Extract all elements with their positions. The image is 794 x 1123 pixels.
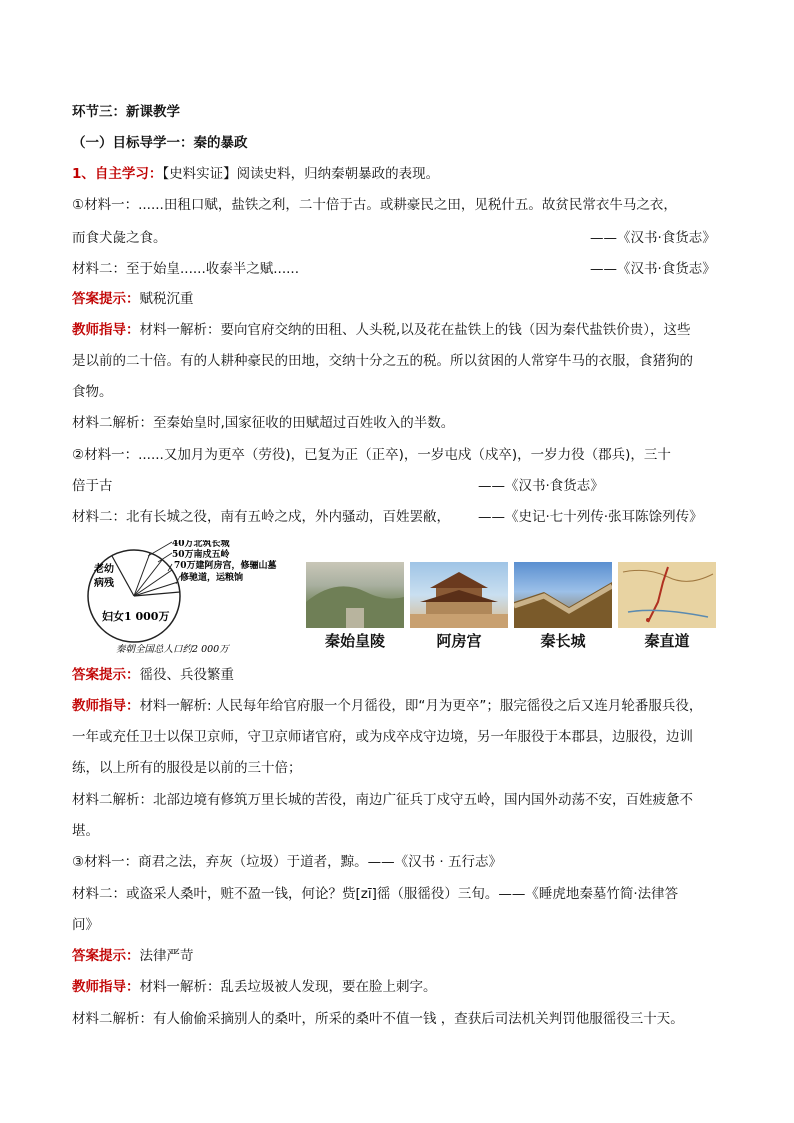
g3-guide-label: 教师指导： — [72, 979, 140, 995]
pie-slice-label-2: 50万南戍五岭 — [172, 550, 230, 560]
g2-guide2-line1: 材料二解析：北部边境有修筑万里长城的苦役，南边广征兵丁戍守五岭，国内国外动荡不安，百姓疲惫不 — [72, 792, 693, 808]
g3-material1-line: ③材料一：商君之法，弃灰（垃圾）于道者，黥。——《汉书 · 五行志》 — [72, 854, 502, 870]
pie-label-elderly: 老幼 — [94, 564, 114, 575]
sub-title: （一）目标导学一：秦的暴政 — [72, 135, 248, 151]
g2-guide-label: 教师指导： — [72, 698, 140, 714]
caption-epang-palace: 阿房宫 — [436, 632, 482, 650]
g3-guide-text1: 材料一解析：乱丢垃圾被人发现，要在脸上刺字。 — [139, 979, 437, 995]
caption-qin-straight-road: 秦直道 — [644, 632, 690, 650]
g1-guide-text1: 材料一解析：要向官府交纳的田租、人头税,以及花在盐铁上的钱（因为秦代盐铁价贵），这些 — [139, 322, 691, 338]
task-line — [72, 165, 439, 183]
g3-answer-text: 法律严苛 — [139, 948, 194, 964]
g1-material2-source: ——《汉书·食货志》 — [590, 261, 716, 277]
task-text: 【史料实证】阅读史料，归纳秦朝暴政的表现。 — [162, 166, 440, 182]
g2-material1-line1: ②材料一：......又加月为更卒（劳役)，已复为正（正卒)，一岁屯戍（戍卒)，一岁力役（郡兵)，三十 — [72, 447, 671, 463]
g1-guide-line2: 是以前的二十倍。有的人耕种豪民的田地，交纳十分之五的税。所以贫困的人常穿牛马的衣服，食猪狗的 — [72, 353, 693, 369]
g1-answer-text: 赋税沉重 — [139, 291, 194, 307]
pie-slice-label-3: 70万建阿房宫，修骊山墓 — [174, 561, 277, 571]
g3-material2-line1: 材料二：或盗采人桑叶，赃不盈一钱，何论？赀[zī]徭（服徭役）三旬。——《睡虎地秦墓竹简·法律答 — [72, 886, 679, 902]
pie-slice-label-4: 修驰道，运粮饷 — [180, 573, 244, 583]
g2-guide-line3: 练，以上所有的服役是以前的三十倍； — [72, 760, 302, 776]
g2-material2-source: ——《史记·七十列传·张耳陈馀列传》 — [478, 509, 703, 525]
g1-answer — [72, 290, 194, 308]
g3-answer-label: 答案提示： — [72, 948, 140, 964]
task-number: 1、自主学习： — [72, 166, 163, 182]
g3-answer — [72, 947, 194, 965]
pie-slice-label-1: 40万北筑长城 — [172, 540, 230, 549]
g2-answer-text: 徭役、兵役繁重 — [139, 667, 234, 683]
population-pie-chart — [72, 540, 302, 658]
g3-guide2: 材料二解析：有人偷偷采摘别人的桑叶，所采的桑叶不值一钱 ，查获后司法机关判罚他服徭役三十天。 — [72, 1011, 684, 1027]
pie-label-sick: 病残 — [94, 578, 114, 589]
pie-label-women: 妇女1 000万 — [102, 610, 170, 623]
figure-row — [72, 540, 722, 658]
g2-material2-line: 材料二：北有长城之役，南有五岭之戍，外内骚动，百姓罢敝， — [72, 509, 450, 525]
g2-guide-text1: 材料一解析: 人民每年给官府服一个月徭役，即“月为更卒”；服完徭役之后又连月轮番服兵役， — [139, 698, 703, 714]
section-title: 环节三：新课教学 — [72, 104, 180, 120]
g2-answer-label: 答案提示： — [72, 667, 140, 683]
g1-guide-line3: 食物。 — [72, 384, 113, 400]
g1-material1-line2: 而食犬彘之食。 — [72, 230, 167, 246]
g1-guide-line1 — [72, 321, 691, 339]
g2-guide-line1 — [72, 697, 702, 715]
pie-caption: 秦朝全国总人口约2 000万 — [116, 644, 229, 655]
g1-material1-line1: ①材料一：......田租口赋，盐铁之利，二十倍于古。或耕豪民之田，见税什五。故贫民常衣牛马之衣， — [72, 197, 677, 213]
g1-material2-line: 材料二：至于始皇......收泰半之赋...... — [72, 261, 299, 277]
photo-epang-palace — [410, 562, 508, 628]
caption-qin-mausoleum: 秦始皇陵 — [324, 632, 385, 650]
g1-answer-label: 答案提示： — [72, 291, 140, 307]
g1-guide2: 材料二解析：至秦始皇时,国家征收的田赋超过百姓收入的半数。 — [72, 415, 455, 431]
caption-qin-great-wall: 秦长城 — [540, 632, 586, 650]
g1-guide-label: 教师指导： — [72, 322, 140, 338]
photo-qin-great-wall — [514, 562, 612, 628]
g2-guide-line2: 一年或充任卫士以保卫京师，守卫京师诸官府，或为戍卒戍守边境，另一年服役于本郡县，边服役，边训 — [72, 729, 693, 745]
photo-qin-mausoleum — [306, 562, 404, 628]
g2-material1-source: ——《汉书·食货志》 — [478, 478, 604, 494]
g1-material1-source: ——《汉书·食货志》 — [590, 230, 716, 246]
photo-qin-straight-road-map — [618, 562, 716, 628]
g3-guide-line1 — [72, 978, 437, 996]
g2-guide2-line2: 堪。 — [72, 823, 99, 839]
g2-answer — [72, 666, 234, 684]
g3-material2-line2: 问》 — [72, 917, 99, 933]
g2-material1-line2: 倍于古 — [72, 478, 113, 494]
